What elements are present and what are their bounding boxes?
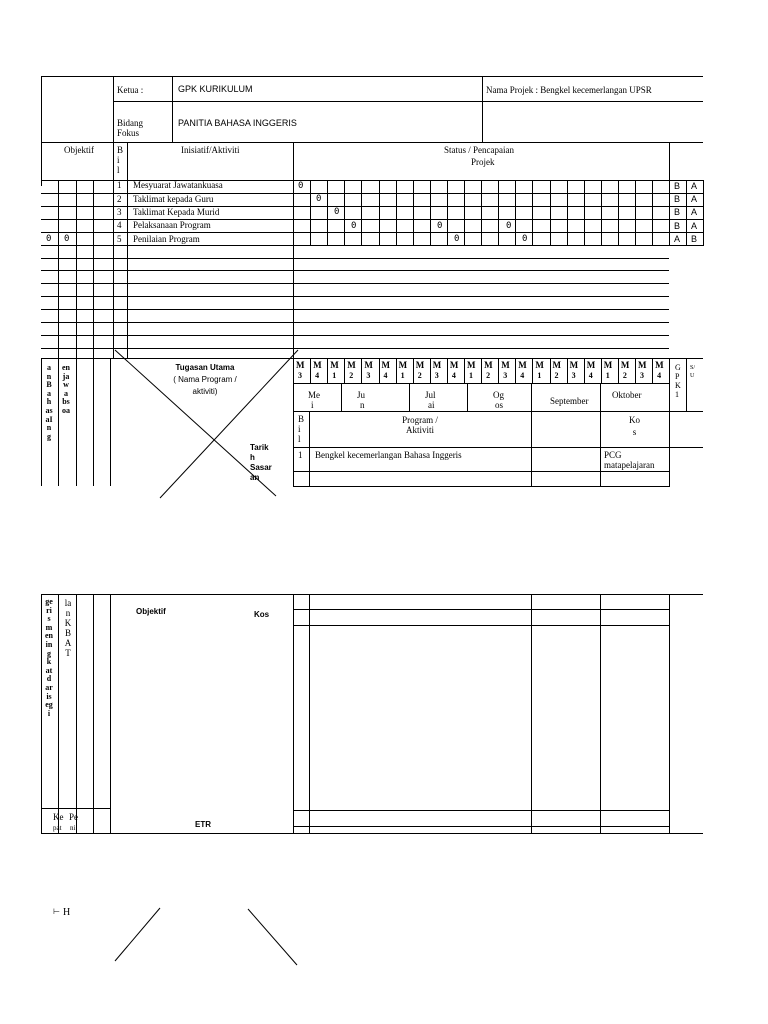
grid-line	[464, 358, 465, 383]
grid-line	[447, 180, 448, 246]
objective-mark: 0	[64, 234, 70, 244]
inisiatif-header: Inisiatif/Aktiviti	[181, 145, 240, 155]
bidang-value: PANITIA BAHASA INGGERIS	[178, 118, 297, 128]
tarikh-label: Tarik	[250, 443, 269, 452]
grid-line	[344, 180, 345, 246]
su-label: S/ U	[690, 365, 696, 379]
month-label: Oktober	[612, 390, 642, 400]
week-label: M	[586, 360, 596, 370]
grid-line	[550, 180, 551, 246]
week-label: M	[313, 360, 322, 370]
grid-line	[652, 180, 653, 246]
week-label: M	[501, 360, 510, 370]
row-num: 5	[117, 234, 122, 244]
vertical-label: lanKBAT	[64, 598, 72, 658]
grid-line	[618, 358, 619, 383]
bil-header-b: B	[298, 414, 305, 424]
gantt-mark: 0	[334, 207, 340, 217]
grid-line	[567, 180, 568, 246]
week-number: 3	[640, 371, 644, 380]
etr-label: ETR	[195, 820, 211, 829]
vertical-label: gerismeningkatdarisegi	[45, 597, 53, 718]
week-number: 4	[588, 371, 593, 380]
status-header: Status / Pencapaian	[444, 145, 514, 155]
status-letter: B	[674, 194, 681, 204]
tugasan-label: aktiviti)	[192, 387, 218, 396]
grid-line	[361, 180, 362, 246]
grid-line	[396, 358, 397, 383]
grid-line	[515, 358, 516, 383]
week-number: 2	[554, 371, 559, 380]
month-label: os	[495, 400, 504, 410]
week-number: 2	[486, 371, 491, 380]
week-label: M	[569, 360, 579, 370]
grid-line	[413, 180, 414, 246]
grid-line	[515, 180, 516, 246]
month-label: n	[360, 400, 365, 410]
grid-line	[447, 358, 448, 383]
fragment: ni	[70, 824, 76, 832]
week-label: M	[484, 360, 493, 370]
status-letter: B	[691, 234, 698, 244]
grid-line	[361, 358, 362, 383]
fragment: pat	[53, 824, 62, 832]
grid-line	[396, 180, 397, 246]
week-label: M	[467, 360, 476, 370]
status-letter: B	[674, 207, 681, 217]
bidang-label: Bidang	[117, 118, 143, 128]
week-number: 2	[622, 371, 627, 380]
gantt-mark: 0	[351, 221, 357, 231]
status-letter: A	[674, 234, 681, 244]
week-number: 1	[537, 371, 542, 380]
bil-header-l: l	[298, 434, 301, 444]
week-number: 1	[332, 371, 337, 380]
row-activity: Mesyuarat Jawatankuasa	[133, 180, 223, 190]
week-label: M	[655, 360, 664, 370]
row-activity: Taklimat Kepada Murid	[133, 207, 220, 217]
gantt-mark: 0	[506, 221, 512, 231]
grid-line	[41, 296, 669, 297]
ketua-label: Ketua :	[117, 85, 144, 95]
status-letter: A	[691, 221, 698, 231]
month-label: Jul	[425, 390, 436, 400]
week-number: 2	[349, 371, 354, 380]
footer-mark: ⊢	[53, 907, 60, 916]
month-label: September	[550, 396, 589, 406]
bil-header-i: i	[298, 424, 301, 434]
grid-line	[481, 358, 482, 383]
status-header-2: Projek	[471, 157, 495, 167]
grid-line	[703, 180, 704, 246]
grid-line	[652, 358, 653, 383]
ketua-value: GPK KURIKULUM	[178, 84, 253, 94]
grid-line	[601, 180, 602, 246]
gantt-mark: 0	[437, 221, 443, 231]
grid-line	[550, 358, 551, 383]
week-number: 4	[383, 371, 388, 380]
grid-line	[41, 270, 669, 271]
week-number: 1	[605, 371, 610, 380]
gantt-mark: 0	[298, 181, 304, 191]
week-number: 1	[469, 371, 473, 380]
grid-line	[413, 358, 414, 383]
grid-line	[430, 358, 431, 383]
month-label: i	[311, 400, 314, 410]
status-letter: B	[674, 221, 681, 231]
gpk-label: G P K 1	[675, 363, 681, 399]
row-kos: matapelajaran	[604, 460, 655, 470]
grid-line	[464, 180, 465, 246]
bil-header-i: i	[117, 155, 120, 165]
grid-line	[93, 180, 94, 358]
grid-line	[635, 180, 636, 246]
vertical-label: anBahasaIng	[45, 363, 53, 441]
program-header: Program /	[402, 415, 438, 425]
grid-line	[481, 180, 482, 246]
status-letter: A	[691, 207, 698, 217]
row-program: Bengkel kecemerlangan Bahasa Inggeris	[315, 450, 462, 460]
week-label: M	[364, 360, 373, 370]
row-activity: Penilaian Program	[133, 234, 200, 244]
grid-line	[76, 180, 77, 358]
week-number: 1	[400, 371, 405, 380]
status-letter: A	[691, 181, 698, 191]
grid-line	[532, 180, 533, 246]
week-number: 4	[451, 371, 456, 380]
nama-projek: Nama Projek : Bengkel kecemerlangan UPSR	[486, 85, 652, 95]
grid-line	[601, 358, 602, 383]
tarikh-label: Sasar	[250, 463, 272, 472]
fokus-label: Fokus	[117, 128, 140, 138]
kos-label: Kos	[254, 610, 270, 619]
week-number: 3	[434, 371, 439, 380]
week-number: 3	[298, 371, 302, 380]
week-number: 4	[657, 371, 662, 380]
vertical-label: enjawabsoa	[62, 363, 70, 415]
week-label: M	[381, 360, 390, 370]
gantt-mark: 0	[522, 234, 528, 244]
week-label: M	[603, 360, 613, 370]
grid-line	[567, 358, 568, 383]
ke-label: Ke	[53, 812, 64, 822]
grid-line	[686, 180, 687, 246]
grid-line	[532, 358, 533, 383]
bil-header-l: l	[117, 165, 120, 175]
month-label: Ju	[357, 390, 366, 400]
month-label: ai	[428, 400, 435, 410]
grid-line	[41, 283, 669, 284]
footer-diagonal-lines	[110, 905, 310, 967]
grid-line	[344, 358, 345, 383]
week-label: M	[552, 360, 561, 370]
grid-line	[41, 245, 703, 246]
week-label: M	[415, 360, 425, 370]
gantt-mark: 0	[454, 234, 460, 244]
week-number: 4	[315, 371, 320, 380]
gantt-mark: 0	[316, 194, 322, 204]
grid-line	[327, 180, 328, 246]
week-label: M	[535, 360, 544, 370]
grid-line	[498, 180, 499, 246]
grid-line	[41, 335, 669, 336]
grid-line	[41, 309, 669, 310]
objective-mark: 0	[46, 234, 52, 244]
grid-line	[41, 258, 669, 259]
row-kos: PCG	[604, 450, 622, 460]
row-num: 4	[117, 220, 122, 230]
week-label: M	[620, 360, 630, 370]
row-num: 2	[117, 194, 122, 204]
grid-line	[310, 180, 311, 246]
week-number: 3	[366, 371, 371, 380]
row-num: 3	[117, 207, 122, 217]
grid-line	[379, 180, 380, 246]
week-label: M	[330, 360, 339, 370]
week-label: M	[296, 360, 305, 370]
week-number: 2	[417, 371, 422, 380]
grid-line	[310, 358, 311, 383]
week-number: 3	[571, 371, 576, 380]
month-label: Og	[493, 390, 504, 400]
month-label: Me	[308, 390, 320, 400]
grid-line	[584, 180, 585, 246]
week-number: 4	[520, 371, 525, 380]
week-label: M	[638, 360, 647, 370]
row-num: 1	[117, 180, 122, 190]
kos-header: s	[632, 427, 637, 437]
grid-line	[584, 358, 585, 383]
grid-line	[498, 358, 499, 383]
kos-header: Ko	[629, 415, 640, 425]
status-letter: A	[691, 194, 698, 204]
row-activity: Taklimat kepada Guru	[133, 194, 214, 204]
tarikh-label: h	[250, 453, 255, 462]
week-label: M	[518, 360, 527, 370]
week-label: M	[449, 360, 459, 370]
tugasan-label: Tugasan Utama	[175, 363, 235, 372]
grid-line	[379, 358, 380, 383]
week-number: 3	[503, 371, 508, 380]
objektif-label: Objektif	[136, 607, 166, 616]
grid-line	[41, 322, 669, 323]
week-label: M	[398, 360, 408, 370]
row-activity: Pelaksanaan Program	[133, 220, 211, 230]
grid-line	[430, 180, 431, 246]
status-letter: B	[674, 181, 681, 191]
program-header: Aktiviti	[405, 425, 434, 435]
grid-line	[618, 180, 619, 246]
grid-line	[41, 232, 703, 233]
tarikh-label: an	[250, 473, 260, 482]
pe-label: Pe	[69, 812, 78, 822]
bil-header-b: B	[117, 145, 124, 155]
tugasan-label: ( Nama Program /	[173, 375, 237, 384]
week-label: M	[347, 360, 356, 370]
grid-line	[327, 358, 328, 383]
objektif-header: Objektif	[64, 145, 94, 155]
grid-line	[58, 180, 59, 358]
row-num: 1	[298, 450, 303, 460]
grid-line	[635, 358, 636, 383]
footer-mark: H	[63, 907, 71, 918]
week-label: M	[432, 360, 442, 370]
